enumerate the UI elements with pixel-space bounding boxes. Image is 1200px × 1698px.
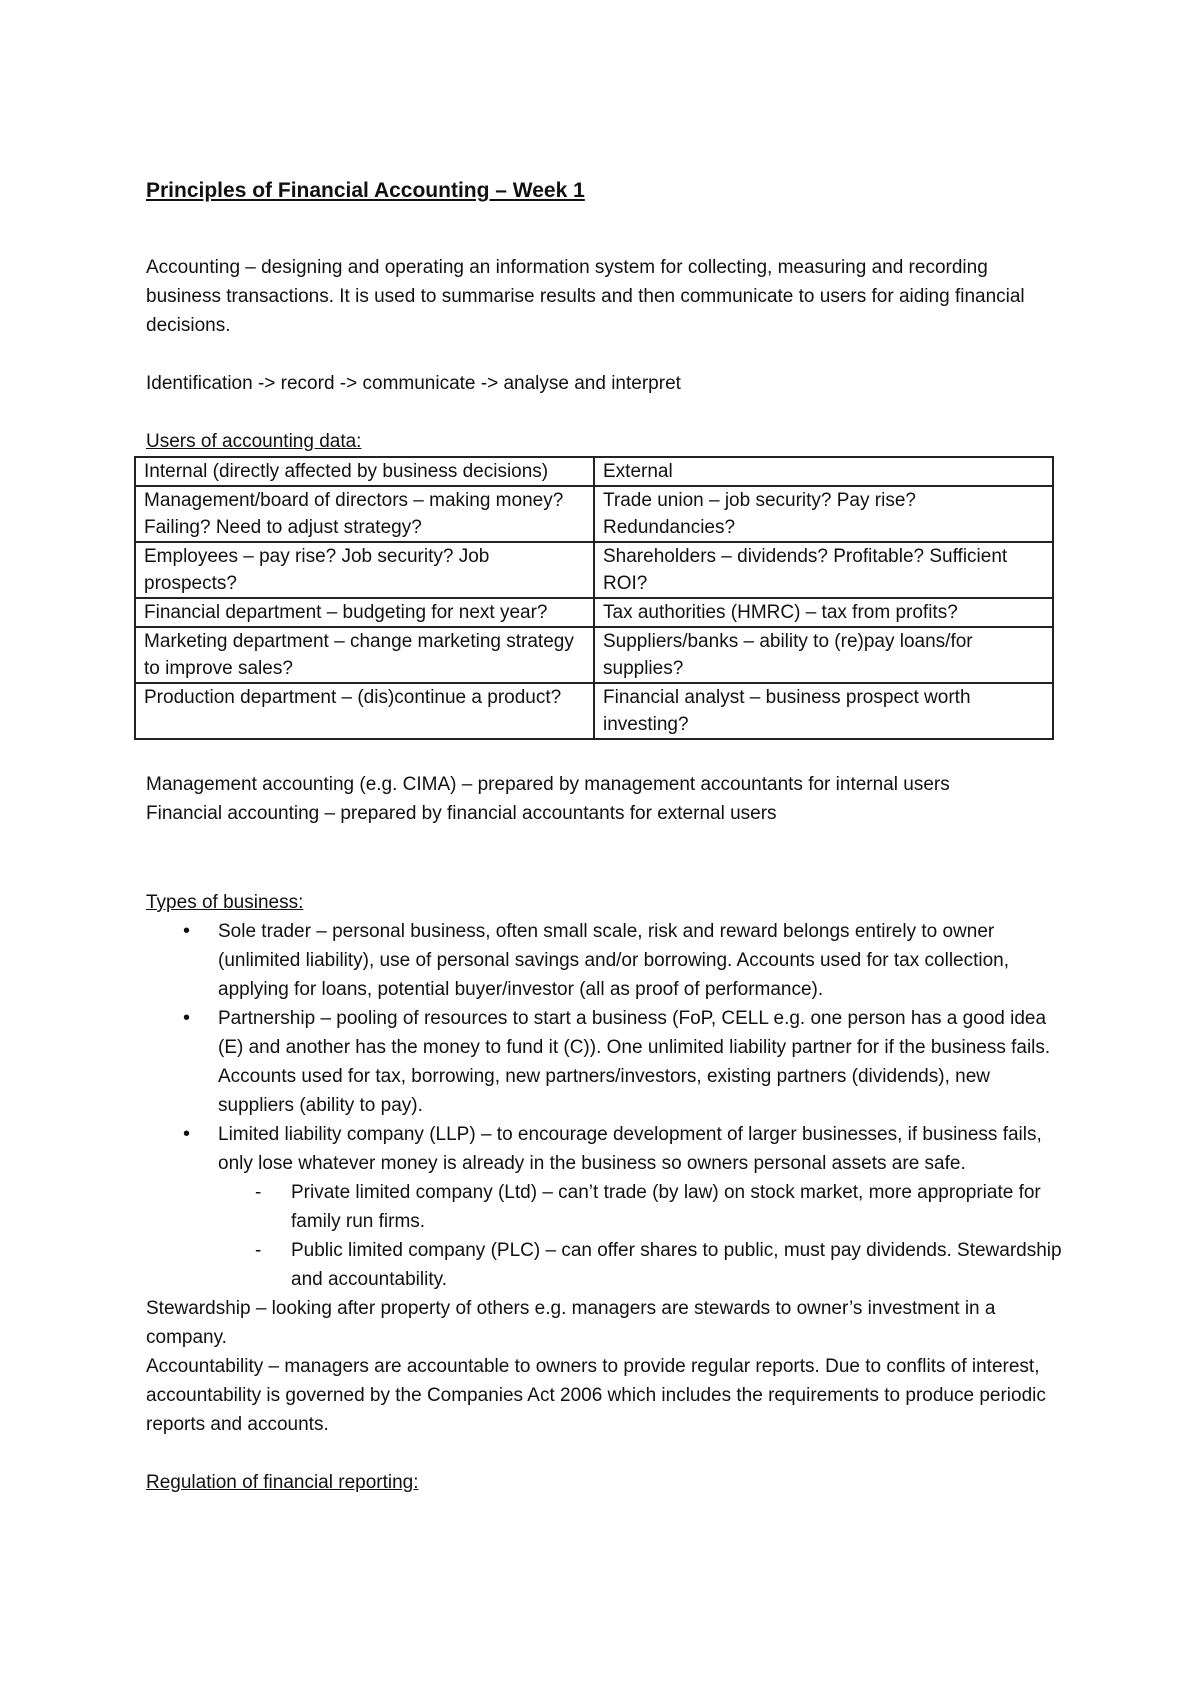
table-row (135, 683, 1053, 739)
table-row (135, 542, 1053, 598)
table-cell-internal: Employees – pay rise? Job security? Job prospects? (135, 542, 594, 598)
stewardship-definition: Stewardship – looking after property of others e.g. managers are stewards to owner’s investment in a company. (146, 1298, 996, 1348)
table-cell-external: Shareholders – dividends? Profitable? Sufficient ROI? (594, 542, 1053, 598)
table-cell-external: Financial analyst – business prospect worth investing? (594, 683, 1053, 739)
users-table (134, 456, 1054, 740)
llp-subtypes-list (218, 1178, 1066, 1294)
list-item: • Sole trader – personal business, often small scale, risk and reward belongs entirely to owner (unlimited liability), use of personal savings and/or borrowing. Accounts used for tax collection, applying for loans, potential buyer/investor (all as proof of performance). (218, 917, 1066, 1004)
business-types-list (146, 917, 1066, 1294)
financial-accounting: Financial accounting – prepared by financial accountants for external users (146, 803, 777, 824)
table-cell-external: Tax authorities (HMRC) – tax from profits? (594, 598, 1053, 627)
table-cell-internal: Production department – (dis)continue a product? (135, 683, 594, 739)
list-item: - Private limited company (Ltd) – can’t trade (by law) on stock market, more appropriate for family run firms. (291, 1178, 1066, 1236)
list-item: • Partnership – pooling of resources to start a business (FoP, CELL e.g. one person has a good idea (E) and another has the money to fund it (C)). One unlimited liability partner for if the business fails. Accounts used for tax, borrowing, new partners/investors, existing partners (dividends), new suppliers (ability to pay). (218, 1004, 1066, 1120)
table-cell-internal: Management/board of directors – making money? Failing? Need to adjust strategy? (135, 486, 594, 542)
accountability-definition: Accountability – managers are accountable to owners to provide regular reports. Due to conflits of interest, accountability is governed by the Companies Act 2006 which includes the requirements to produce periodic reports and accounts. (146, 1356, 1046, 1435)
management-accounting: Management accounting (e.g. CIMA) – prepared by management accountants for internal users (146, 774, 950, 795)
list-item: - Public limited company (PLC) – can offer shares to public, must pay dividends. Stewardship and accountability. (291, 1236, 1066, 1294)
table-cell-internal: Marketing department – change marketing strategy to improve sales? (135, 627, 594, 683)
table-cell-external: Suppliers/banks – ability to (re)pay loans/for supplies? (594, 627, 1053, 683)
table-row (135, 486, 1053, 542)
table-header-external: External (594, 457, 1053, 486)
types-heading: Types of business: (146, 892, 304, 913)
section-spacer (146, 828, 1066, 888)
page-title: Principles of Financial Accounting – Week 1 (146, 179, 585, 202)
table-header-internal: Internal (directly affected by business decisions) (135, 457, 594, 486)
table-header-row (135, 457, 1053, 486)
llp-description: Limited liability company (LLP) – to encourage development of larger businesses, if business fails, only lose whatever money is already in the business so owners personal assets are safe. (218, 1124, 1042, 1174)
table-row (135, 627, 1053, 683)
users-heading: Users of accounting data: (146, 431, 362, 452)
table-row (135, 598, 1053, 627)
table-cell-internal: Financial department – budgeting for next year? (135, 598, 594, 627)
regulation-heading: Regulation of financial reporting: (146, 1472, 419, 1493)
accounting-process: Identification -> record -> communicate -> analyse and interpret (146, 373, 681, 394)
accounting-definition: Accounting – designing and operating an information system for collecting, measuring and recording business transactions. It is used to summarise results and then communicate to users for aiding financial decisions. (146, 257, 1025, 336)
table-cell-external: Trade union – job security? Pay rise? Redundancies? (594, 486, 1053, 542)
document-body (146, 176, 1066, 1497)
list-item-llp (218, 1120, 1066, 1294)
